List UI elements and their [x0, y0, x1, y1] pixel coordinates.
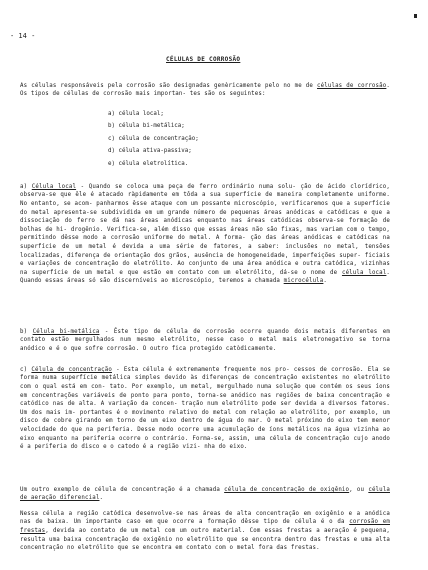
- section-text: - Quando se coloca uma peça de ferro ordinário numa solu- ção de ácido clorídrico, observa-se que êle é atacado ràpidamente em tôda a sua superfície de maneira completamente uniforme. No entanto, se acom- panharmos êsse ataque com um possante microscópio, verificaremos que a superfície do metal apresenta-se subdividida em um grande número de pequenas áreas anódicas e catódicas e que a dissociação do ferro se dá nas áreas anódicas enquanto nas áreas catódicas observa-se formação de bolhas de hi- drogênio. Verifica-se, além disso que essas áreas não são fixas, mas variam com o tempo, permitindo dêsse modo a corrosão uniforme do metal. A forma- ção das áreas anódicas e catódicas na superfície de um metal é devida a uma série de fatores, a saber: inclusões no metal, tensões localizadas, diferença de orientação dos grãos, ausência de homogeneidade, imperfeições super- ficiais e variações de concentração do eletrólito. Ao conjunto de uma área anódica e outra catódica, vizinhas na superfície de um metal e que estão em contato com um eletrólito, dá-se o nome de: [20, 183, 391, 276]
- page-number: - 14 -: [10, 32, 36, 40]
- section-text: . Quando essas áreas só são discerníveis ao microscópio, teremos a chamada: [20, 269, 391, 285]
- section-label: c): [20, 366, 32, 373]
- last-text: , devida ao contato de um metal com um outro material. Com essas frestas a aeração é pequena, resulta uma baixa concentração de oxigênio no eletrólito que se encontra dentro das frestas e uma alta concentração no eletrólito que se encontra em contato com o metal fora das frestas.: [20, 527, 390, 552]
- oxygen-text: .: [99, 495, 104, 502]
- corner-mark: [414, 14, 417, 18]
- section-term: Célula de concentração: [31, 366, 112, 373]
- section-concentration-cell: [20, 366, 390, 452]
- cell-types-list: [108, 111, 199, 173]
- oxygen-term: célula de concentração de oxigênio: [224, 486, 350, 493]
- oxygen-text: , ou: [349, 486, 369, 493]
- oxygen-text: Um outro exemplo de célula de concentração é a chamada: [20, 486, 225, 493]
- section-term: Célula bi-metálica: [32, 328, 100, 335]
- last-term: corrosão em frestas: [20, 519, 390, 534]
- section-label: a): [20, 183, 32, 190]
- section-term: microcélula: [283, 278, 324, 285]
- oxygen-term: célula de aeração diferencial: [20, 486, 390, 502]
- section-text: - Êste tipo de célula de corrosão ocorre quando dois metais diferentes em contato estão mergulhados num mesmo eletrólito, nesse caso o metal mais eletronegativo se torna anódico e é o que sofre corrosão. O outro fica protegido catòdicamente.: [20, 328, 391, 352]
- section-text: .: [323, 278, 328, 285]
- section-bimetallic-cell: [20, 328, 390, 354]
- section-text: - Esta célula é extremamente frequente nos pro- cessos de corrosão. Ela se forma numa superfície metálica simples devido às diferenças de concentração existentes no eletrólito com o qual está em con- tato. Por exemplo, um metal, mergulhado numa solução que contém os seus íons em concentrações variáveis de ponto para ponto, torna-se anódico nas regiões de baixa concentração e catódico nas de alta. A variação da concen- tração num eletrólito pode ser devida a diversos fatores. Um dos mais im- portantes é o movimento relativo do metal com relação ao eletrólito, por exemplo, um disco de cobre girando em torno de um eixo dentro de água do mar. O metal próximo do eixo tem menor velocidade do que na periferia. Desse modo ocorre uma acumulação de íons metálicos na água vizinha ao eixo enquanto na periferia ocorre o contrário. Forma-se, assim, uma célula de concentração cujo anodo é a periferia do disco e o catodo é a região vizi- nha do eixo.: [20, 366, 390, 451]
- list-item: d) célula ativa-passiva;: [108, 148, 192, 155]
- intro-text-2: . Os tipos de células de corrosão mais importan- tes são os seguintes:: [20, 82, 391, 98]
- list-item: b) célula bi-metálica;: [108, 123, 185, 130]
- intro-term: células de corrosão: [317, 82, 387, 89]
- oxygen-cell-paragraph: [20, 486, 390, 503]
- list-item: e) célula eletrolítica.: [108, 160, 189, 167]
- section-local-cell: [20, 183, 390, 286]
- intro-text-1: As células responsáveis pela corrosão são designadas genèricamente pelo no me de: [20, 82, 318, 89]
- list-item: c) célula de concentração;: [108, 135, 199, 142]
- section-term: Célula local: [31, 183, 77, 190]
- last-text: Nessa célula a região catódica desenvolve-se nas áreas de alta concentração em oxigênio e a anódica nas de baixa. Um importante caso em que ocorre a formação dêsse tipo de célula é o da: [20, 510, 390, 526]
- section-term: célula local: [341, 269, 387, 276]
- page-title: CÉLULAS DE CORROSÃO: [166, 56, 241, 63]
- intro-paragraph: [20, 82, 390, 99]
- section-label: b): [20, 328, 33, 335]
- list-item: a) célula local;: [108, 111, 164, 117]
- crevice-corrosion-paragraph: [20, 510, 390, 553]
